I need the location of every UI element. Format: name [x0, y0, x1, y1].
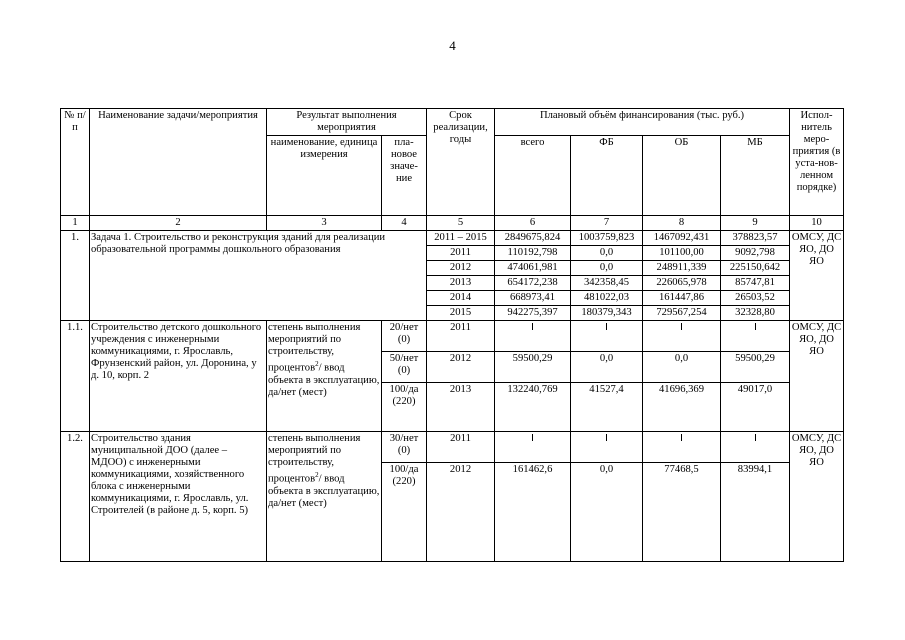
header-fb: ФБ: [571, 136, 643, 216]
mb-cell: 26503,52: [721, 291, 790, 306]
ob-cell: 0,0: [643, 352, 721, 383]
header-term: Срок реализации, годы: [427, 109, 495, 216]
total-cell: 668973,41: [495, 291, 571, 306]
item-1-2-executor: ОМСУ, ДС ЯО, ДО ЯО: [790, 432, 844, 562]
footnote-mark: 2: [315, 360, 319, 368]
total-cell: 942275,397: [495, 306, 571, 321]
ob-cell: 226065,978: [643, 276, 721, 291]
dash-mark: [606, 434, 607, 441]
task1-num: 1.: [61, 231, 90, 321]
fb-cell: 0,0: [571, 463, 643, 562]
ob-cell: 729567,254: [643, 306, 721, 321]
dash-mark: [606, 323, 607, 330]
year-cell: 2014: [427, 291, 495, 306]
column-number: 1: [61, 216, 90, 231]
mb-cell: [721, 432, 790, 463]
total-cell: 161462,6: [495, 463, 571, 562]
result-name-part: / ввод объекта в эксплуатацию, да/нет (мест): [268, 473, 380, 509]
ob-cell: [643, 321, 721, 352]
total-cell: 654172,238: [495, 276, 571, 291]
item-1-1-result-name: [267, 321, 382, 432]
page-number: 4: [449, 38, 456, 53]
table-row: [61, 321, 844, 352]
value-cell: 100/да (220): [382, 383, 427, 432]
mb-cell: 9092,798: [721, 246, 790, 261]
item-1-2-num: 1.2.: [61, 432, 90, 562]
table-row: [61, 432, 844, 463]
total-cell: 2849675,824: [495, 231, 571, 246]
mb-cell: 59500,29: [721, 352, 790, 383]
fb-cell: 481022,03: [571, 291, 643, 306]
header-result-name: наименование, единица измерения: [267, 136, 382, 216]
year-cell: 2011: [427, 321, 495, 352]
fb-cell: 1003759,823: [571, 231, 643, 246]
header-finance: Плановый объём финансирования (тыс. руб.): [495, 109, 790, 136]
fb-cell: [571, 432, 643, 463]
dash-mark: [532, 323, 533, 330]
fb-cell: 342358,45: [571, 276, 643, 291]
column-number: 10: [790, 216, 844, 231]
year-cell: 2011: [427, 432, 495, 463]
result-name-part: степень выполнения мероприятий по строительству, процентов: [268, 322, 361, 374]
header-executor: Испол-нитель меро-приятия (в уста-нов-ленном порядке): [790, 109, 844, 216]
total-cell: 132240,769: [495, 383, 571, 432]
ob-cell: 101100,00: [643, 246, 721, 261]
result-name-part: / ввод объекта в эксплуатацию, да/нет (мест): [268, 362, 380, 398]
ob-cell: 161447,86: [643, 291, 721, 306]
header-result-value: пла-новое значе-ние: [382, 136, 427, 216]
column-number: 6: [495, 216, 571, 231]
item-1-1-num: 1.1.: [61, 321, 90, 432]
mb-cell: 378823,57: [721, 231, 790, 246]
task1-executor: ОМСУ, ДС ЯО, ДО ЯО: [790, 231, 844, 321]
header-row: [61, 109, 844, 136]
column-number: 8: [643, 216, 721, 231]
fb-cell: 41527,4: [571, 383, 643, 432]
value-cell: 100/да (220): [382, 463, 427, 562]
dash-mark: [755, 434, 756, 441]
column-number: 4: [382, 216, 427, 231]
dash-mark: [532, 434, 533, 441]
value-cell: 50/нет (0): [382, 352, 427, 383]
header-mb: МБ: [721, 136, 790, 216]
dash-mark: [755, 323, 756, 330]
ob-cell: 1467092,431: [643, 231, 721, 246]
table-row: [61, 231, 844, 246]
dash-mark: [681, 323, 682, 330]
ob-cell: 77468,5: [643, 463, 721, 562]
header-result: Результат выполнения мероприятия: [267, 109, 427, 136]
year-cell: 2013: [427, 383, 495, 432]
mb-cell: 49017,0: [721, 383, 790, 432]
header-name: Наименование задачи/мероприятия: [90, 109, 267, 216]
mb-cell: [721, 321, 790, 352]
year-cell: 2011: [427, 246, 495, 261]
fb-cell: 180379,343: [571, 306, 643, 321]
total-cell: 59500,29: [495, 352, 571, 383]
mb-cell: 83994,1: [721, 463, 790, 562]
total-cell: [495, 321, 571, 352]
column-number: 5: [427, 216, 495, 231]
column-number-row: [61, 216, 844, 231]
item-1-2-result-name: [267, 432, 382, 562]
fb-cell: 0,0: [571, 352, 643, 383]
item-1-2-name: Строительство здания муниципальной ДОО (далее – МДОО) с инженерными коммуникациями, хозяйственного блока с инженерными коммуникациями, г. Ярославль, ул. Строителей (в районе д. 5, корп. 5): [90, 432, 267, 562]
ob-cell: 41696,369: [643, 383, 721, 432]
footnote-mark: 2: [315, 471, 319, 479]
value-cell: 20/нет (0): [382, 321, 427, 352]
ob-cell: 248911,339: [643, 261, 721, 276]
fb-cell: 0,0: [571, 246, 643, 261]
year-cell: 2012: [427, 352, 495, 383]
year-cell: 2012: [427, 463, 495, 562]
year-cell: 2013: [427, 276, 495, 291]
task1-name: Задача 1. Строительство и реконструкция зданий для реализации образовательной программы дошкольного образования: [90, 231, 427, 321]
mb-cell: 225150,642: [721, 261, 790, 276]
year-cell: 2011 – 2015: [427, 231, 495, 246]
header-ob: ОБ: [643, 136, 721, 216]
column-number: 7: [571, 216, 643, 231]
mb-cell: 85747,81: [721, 276, 790, 291]
year-cell: 2012: [427, 261, 495, 276]
fb-cell: 0,0: [571, 261, 643, 276]
financing-table: [60, 108, 844, 562]
fb-cell: [571, 321, 643, 352]
dash-mark: [681, 434, 682, 441]
mb-cell: 32328,80: [721, 306, 790, 321]
value-cell: 30/нет (0): [382, 432, 427, 463]
item-1-1-name: Строительство детского дошкольного учреждения с инженерными коммуникациями, г. Ярославль, Фрунзенский район, ул. Доронина, у д. 10, корп. 2: [90, 321, 267, 432]
item-1-1-executor: ОМСУ, ДС ЯО, ДО ЯО: [790, 321, 844, 432]
header-num: № п/п: [61, 109, 90, 216]
ob-cell: [643, 432, 721, 463]
total-cell: 110192,798: [495, 246, 571, 261]
column-number: 3: [267, 216, 382, 231]
header-total: всего: [495, 136, 571, 216]
column-number: 2: [90, 216, 267, 231]
column-number: 9: [721, 216, 790, 231]
total-cell: [495, 432, 571, 463]
total-cell: 474061,981: [495, 261, 571, 276]
result-name-part: степень выполнения мероприятий по строительству, процентов: [268, 433, 361, 485]
year-cell: 2015: [427, 306, 495, 321]
